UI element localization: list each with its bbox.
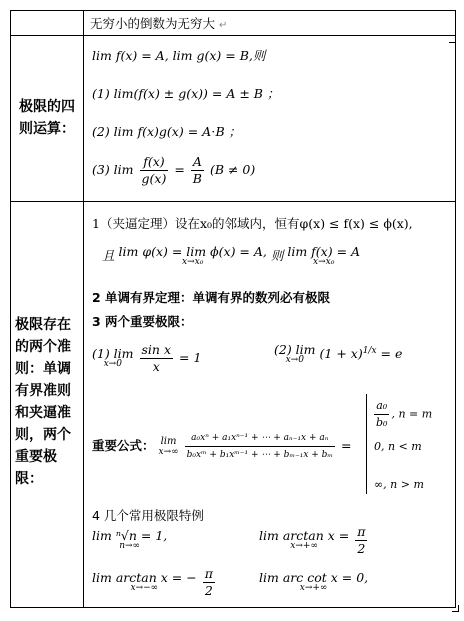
formula-rule-1: (1) lim(f(x) ± g(x)) = A ± B ； <box>92 86 280 101</box>
table-row <box>11 36 456 202</box>
important-limit-1: (1) lim x→0 $\frac{\text{sin x}}{x}$ = 1 <box>92 342 202 374</box>
table-row <box>11 202 456 608</box>
special-limit-arctan-plus: lim arctan x = x→+∞ $\frac{\pi}{2}$ <box>259 524 366 556</box>
important-formula: 重要公式： lim x→∞ $\frac{\text{a₀xⁿ + a₁xⁿ⁻¹ + ⋯ + aₙ₋₁x + aₙ}}{\text{b₀xᵐ + b₁xᵐ⁻¹ + ⋯ + bₘ₋₁x + bₘ}}$ = <box>92 430 351 463</box>
table-row <box>11 11 456 36</box>
case-lower-degree: 0, n < m <box>374 440 422 453</box>
content-table <box>10 10 456 608</box>
two-limits-title: 3 两个重要极限： <box>92 314 193 329</box>
squeeze-theorem-title: 1（夹逼定理）设在x₀的邻域内，恒有φ(x) ≤ f(x) ≤ ϕ(x), <box>92 216 413 231</box>
special-limit-nth-root: lim ⁿ√n = 1, n→∞ <box>92 528 168 551</box>
case-equal-degree: $\frac{\text{a₀}}{\text{b₀}}$ , n = m <box>376 399 433 429</box>
paragraph-mark-icon: ↵ <box>219 20 228 31</box>
squeeze-theorem-condition: 且 lim φ(x) = lim ϕ(x) = A, x→x₀ 则 lim f(x) = A x→x₀ <box>102 244 361 267</box>
monotone-theorem: 2 单调有界定理：单调有界的数列必有极限 <box>92 290 331 305</box>
special-limits-title: 4 几个常用极限特例 <box>92 508 204 523</box>
row-label: 极限的四则运算： <box>19 99 75 137</box>
special-limit-arctan-minus: lim arctan x = − x→−∞ $\frac{\pi}{2}$ <box>92 566 213 598</box>
cases-brace <box>366 394 367 494</box>
formula-premise: lim f(x) = A, lim g(x) = B,则 <box>92 48 266 63</box>
row-text: 无穷小的倒数为无穷大 <box>90 16 216 31</box>
row-label: 极限存在的两个准则：单调有界准则和夹逼准则，两个重要极限： <box>15 317 71 487</box>
important-limit-2: (2) lim x→0 $(1 + x)^{1/x} = e$ <box>274 342 403 365</box>
formula-rule-2: (2) lim f(x)g(x) = A⋅B ； <box>92 124 242 139</box>
special-limit-arccot: lim arc cot x = 0, x→+∞ <box>259 570 369 593</box>
formula-rule-3: (3) lim $\frac{f(x)}{g(x)}$ = $\frac{A}{B}$ (B ≠ 0) <box>92 154 256 186</box>
case-higher-degree: ∞, n > m <box>374 478 424 491</box>
